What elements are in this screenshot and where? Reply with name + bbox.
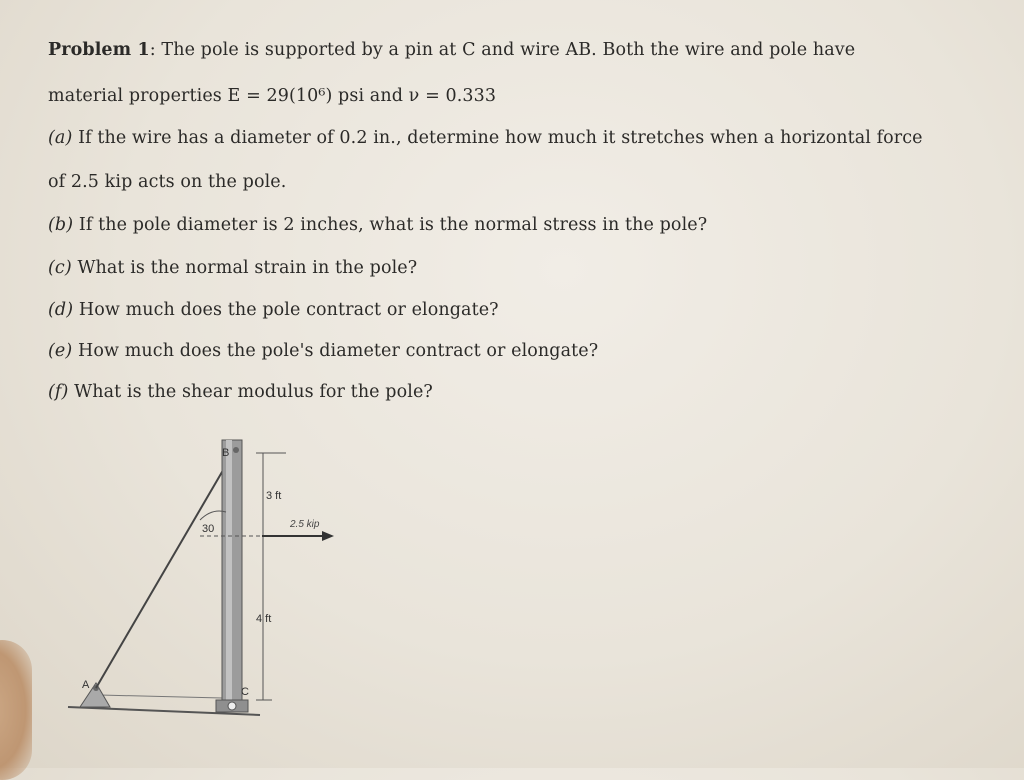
problem-label: Problem 1 xyxy=(48,40,150,60)
part-b-text: If the pole diameter is 2 inches, what is the normal stress in the pole? xyxy=(78,215,708,235)
dim-top-label: 3 ft xyxy=(266,490,282,502)
force-label: 2.5 kip xyxy=(290,519,320,530)
part-e-tag: (e) xyxy=(48,341,73,361)
force-arrow-head-icon xyxy=(322,531,334,541)
label-b: B xyxy=(222,447,230,459)
angle-label: 30 xyxy=(202,523,215,535)
part-a-text: If the wire has a diameter of 0.2 in., determine how much it stretches when a horizontal force xyxy=(78,128,923,148)
wire-ab xyxy=(96,448,236,688)
part-e-text: How much does the pole's diameter contract or elongate? xyxy=(77,341,599,361)
pin-b-icon xyxy=(233,447,239,453)
pin-c-icon xyxy=(228,702,236,710)
label-c: C xyxy=(241,686,249,698)
part-c-text: What is the normal strain in the pole? xyxy=(77,258,418,278)
part-c-tag: (c) xyxy=(48,258,72,278)
pole-highlight xyxy=(226,440,232,702)
part-f-text: What is the shear modulus for the pole? xyxy=(74,382,433,402)
part-f-tag: (f) xyxy=(48,382,69,402)
dim-bottom-label: 4 ft xyxy=(256,613,272,625)
label-a: A xyxy=(82,679,90,691)
problem-intro-1: : The pole is supported by a pin at C and wire AB. Both the wire and pole have xyxy=(149,40,856,60)
part-a-tag: (a) xyxy=(48,128,73,148)
part-a-cont: of 2.5 kip acts on the pole. xyxy=(48,172,287,192)
part-d-tag: (d) xyxy=(48,300,74,320)
finger-shadow xyxy=(0,640,32,780)
problem-line-2: material properties E = 29(10⁶) psi and ν = 0.333 xyxy=(48,86,497,106)
part-b-tag: (b) xyxy=(48,215,74,235)
ground-dim-line xyxy=(100,695,222,698)
part-d-text: How much does the pole contract or elongate? xyxy=(78,300,499,320)
